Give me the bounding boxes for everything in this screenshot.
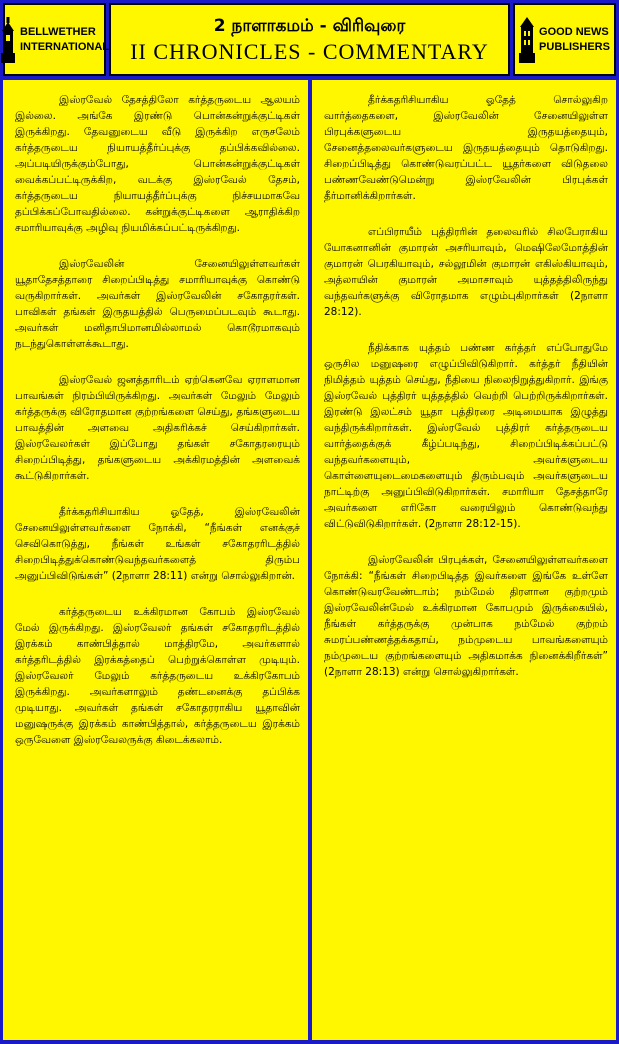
left-paragraph-5: கர்த்தருடைய உக்கிரமான கோபம் இஸ்ரவேல் மேல் இருக்கிறது. இஸ்ரவேலர் தங்கள் சகோதரரிடத்தில் இரக்கம் காண்பித்தால் மாத்திரமே, அவர்களால் கர்த்தரிடத்தில் இரக்கத்தைப் பெற்றுக்கொள்ள முடியும். இஸ்ரவேலர் மேலும் கர்த்தருடைய உக்கிரகோபம் இருக்கிறது. அவர்களாலும் தண்டனைக்கு தப்பிக்க முடியாது. அவர்கள் தங்கள் சகோதரராகிய யூதாவின் மனுஷருக்கு இரக்கம் காண்பித்தால், கர்த்தருடைய இரக்கம் ஒருவேளை இஸ்ரவேலருக்கு கிடைக்கலாம். bbox=[15, 606, 300, 746]
good-news-logo-line1: GOOD NEWS bbox=[539, 25, 609, 38]
right-column bbox=[312, 80, 616, 1040]
good-news-logo-text bbox=[539, 25, 610, 55]
bellwether-logo-line2: INTERNATIONAL bbox=[20, 40, 110, 53]
building-icon bbox=[519, 17, 535, 63]
page-title-tamil: 2 நாளாகமம் - விரிவுரை bbox=[213, 15, 406, 36]
left-paragraph-3: இஸ்ரவேல் ஜனத்தாரிடம் ஏற்கெனவே ஏராளமான பாவங்கள் நிரம்பியிருக்கிறது. அவர்கள் மேலும் மேலும் கர்த்தருக்கு விரோதமான குற்றங்களை செய்து, தங்களுடைய பாவத்தின் அளவை அதிகரிக்கச் செய்கிறார்கள். இஸ்ரவேலர்கள் இப்போது தங்கள் சகோதரரையும் சிறைப்பிடித்து, தங்களுடைய அக்கிரமத்தின் அளவைக் கூட்டுகிறார்கள். bbox=[15, 374, 300, 482]
bellwether-logo-text bbox=[20, 25, 109, 55]
left-column bbox=[3, 80, 308, 1040]
right-paragraph-2: எப்பிராயீம் புத்திரரின் தலைவரில் சிலபேராகிய யோகனானின் குமாரன் அசரியாவும், மெஷிலேமோத்தின் குமாரன் பெரகியாவும், சல்லூமின் குமாரன் எகிஸ்கியாவும், அத்லாயின் குமாரன் அமாசாவும் யுத்தத்திலிருந்து வந்தவர்களுக்கு விரோதமாக எழும்புகிறார்கள் (2நாளா 28:12). bbox=[324, 226, 608, 318]
left-paragraph-2: இஸ்ரவேலின் சேனையிலுள்ளவர்கள் யூதாதேசத்தாரை சிறைப்பிடித்து சமாரியாவுக்கு கொண்டு வருகிறார்கள். அவர்கள் இஸ்ரவேலின் சகோதரர்கள். பாவிகள் தங்கள் இருதயத்தில் பெருமைப்படவும் கூடாது. அவர்கள் மனிதாபிமானமில்லாமல் கொடூரமாகவும் நடந்துகொள்ளக்கூடாது. bbox=[15, 258, 300, 350]
left-paragraph-4: தீர்க்கதரிசியாகிய ஓதேத், இஸ்ரவேலின் சேனையிலுள்ளவர்களை நோக்கி, “நீங்கள் எனக்குச் செவிகொடுத்து, நீங்கள் உங்கள் சகோதரரிடத்தில் சிறைபிடித்துக்கொண்டுவந்தவர்களைத் திரும்ப அனுப்பிவிடுங்கள்” (2நாளா 28:11) என்று சொல்லுகிறான். bbox=[15, 506, 300, 582]
bellwether-logo-line1: BELLWETHER bbox=[20, 25, 96, 38]
right-paragraph-1: தீர்க்கதரிசியாகிய ஓதேத் சொல்லுகிற வார்த்தைகளை, இஸ்ரவேலின் சேனையிலுள்ள பிரபுக்களுடைய இருதயத்தையும், சேனைத்தலைவர்களுடைய இருதயத்தையும் தொடுகிறது. சிறைப்பிடித்து கொண்டுவரப்பட்ட யூதர்களை விடுதலை பண்ணவேண்டுமென்று இஸ்ரவேலின் பிரபுக்கள் தீர்மானிக்கிறார்கள். bbox=[324, 94, 608, 202]
right-paragraph-3: நீதிக்காக யுத்தம் பண்ண கர்த்தர் எப்போதுமே ஒருசில மனுஷரை எழுப்பிவிடுகிறார். கர்த்தர் நீதியின் நிமித்தம் யுத்தம் செய்து, நீதியை நிலைநிறுத்துகிறார். இங்கு இஸ்ரவேல் புத்திரர் யுத்தத்தில் வெற்றி பெற்றிருக்கிறார்கள். இரண்டு இலட்சம் யூதா புத்திரரை அடிமையாக இழுத்து வந்திருக்கிறார்கள். இஸ்ரவேல் புத்திரர் கர்த்தருடைய வார்த்தைக்குக் கீழ்ப்படிந்து, சிறைப்பிடிக்கப்பட்டு வந்தவர்களையும், அவர்களுடைய கொள்ளையுடைமைகளையும் திரும்பவும் அவர்களுடைய நாட்டிற்கு அனுப்பிவிடுகிறார்கள். சமாரியா தேசத்தாரே அவர்களை எரிகோ வரையிலும் கொண்டுவந்து விட்டுவிடுகிறார்கள். (2நாளா 28:12-15). bbox=[324, 342, 608, 530]
page-header bbox=[3, 3, 616, 76]
page-title-english: II CHRONICLES - COMMENTARY bbox=[130, 38, 489, 64]
right-paragraph-4: இஸ்ரவேலின் பிரபுக்கள், சேனையிலுள்ளவர்களை நோக்கி: “நீங்கள் சிறைபிடித்த இவர்களை இங்கே உள்ளே கொண்டுவரவேண்டாம்; நம்மேல் திரளான குற்றமும் இஸ்ரவேலின்மேல் உக்கிரமான கோபமும் இருக்கையில், நீங்கள் கர்த்தருக்கு முன்பாக நம்மேல் குற்றம் சுமரப்பண்ணத்தக்கதாய், நம்முடைய பாவங்களையும் நம்முடைய குற்றங்களையும் அதிகமாக்க நினைக்கிறீர்கள்” (2நாளா 28:13) என்று சொல்லுகிறார்கள். bbox=[324, 554, 608, 678]
title-block bbox=[109, 3, 510, 76]
bellwether-logo bbox=[3, 3, 110, 76]
good-news-logo-line2: PUBLISHERS bbox=[539, 40, 610, 53]
left-paragraph-1: இஸ்ரவேல் தேசத்திலோ கர்த்தருடைய ஆலயம் இல்லை. அங்கே இரண்டு பொன்கன்றுக்குட்டிகள் இருக்கிறது. தேவனுடைய வீடு இருக்கிற எருசலேம் கர்த்தருடைய நியாயத்தீர்ப்புக்கு தப்பிக்கவில்லை. அப்படியிருக்கும்போது, பொன்கன்றுக்குட்டிகள் வைக்கப்பட்டிருக்கிற, வடக்கு இஸ்ரவேல் தேசம், கர்த்தருடைய நியாயத்தீர்ப்புக்கு நிச்சயமாகவே தப்பிக்கப்போவதில்லை. கன்றுக்குட்டிகளை ஆராதிக்கிற சமாரியாவுக்கு அழிவு நியமிக்கப்பட்டிருக்கிறது. bbox=[15, 94, 300, 234]
good-news-logo bbox=[513, 3, 616, 76]
bell-tower-icon bbox=[0, 17, 16, 63]
